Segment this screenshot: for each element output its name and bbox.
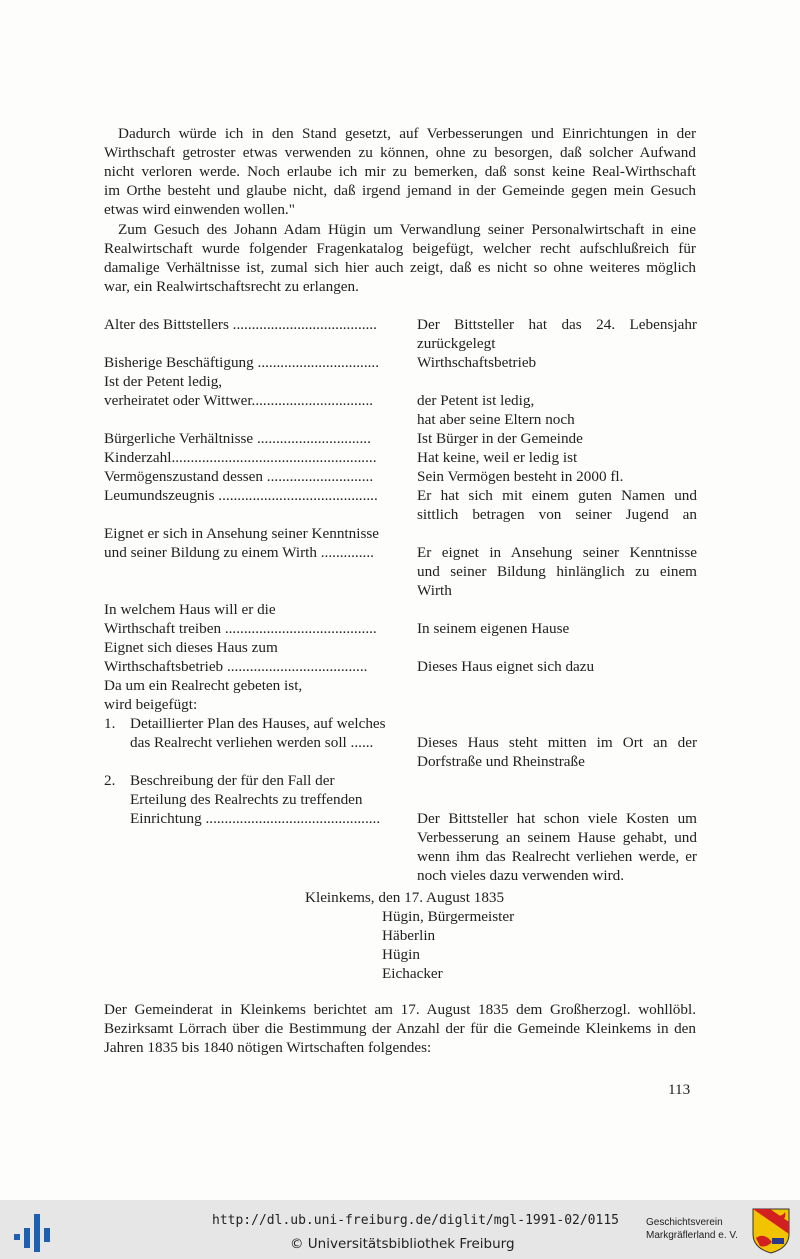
form-row [104,847,704,866]
text-line: Der Gemeinderat in Kleinkems berichtet am 17. August 1835 dem Großherzogl. wohllöbl. [104,1001,696,1018]
form-row [104,809,704,828]
form-question: Bürgerliche Verhältnisse .............................. [104,430,371,447]
form-answer: Er eignet in Ansehung seiner Kenntnisse [417,544,697,561]
form-row [104,448,704,467]
form-row [104,638,704,657]
form-question: Leumundszeugnis .......................................... [104,487,378,504]
form-question: 2. Beschreibung der für den Fall der [104,772,335,789]
text-line: damalige Verhältnisse ist, zumal sich hier auch zeigt, daß es nicht so ohne weiteres möglich [104,259,696,276]
paragraph-questionnaire-intro [104,220,696,296]
form-row [104,790,704,809]
text-line: Dadurch würde ich in den Stand gesetzt, auf Verbesserungen und Einrichtungen in der [118,125,696,142]
form-row [104,486,704,505]
form-answer: Ist Bürger in der Gemeinde [417,430,583,447]
signature-name-1: Hügin, Bürgermeister [382,908,515,925]
form-row [104,372,704,391]
form-question: Bisherige Beschäftigung ................................ [104,354,380,371]
form-row [104,619,704,638]
ub-freiburg-logo-icon [14,1210,54,1254]
text-line: war, ein Realwirtschaftsrecht zu erlangen. [104,278,359,295]
form-answer: Dieses Haus steht mitten im Ort an der [417,734,697,751]
signature-place-date: Kleinkems, den 17. August 1835 [305,889,505,906]
questionnaire-table [104,315,704,885]
paragraph-letter-end [104,124,696,219]
text-line: etwas wird einwenden wollen." [104,201,295,218]
paragraph-council-report [104,1000,696,1057]
form-row [104,429,704,448]
list-number: 1. [104,715,116,732]
form-answer: noch vieles dazu verwenden wird. [417,867,625,884]
form-row [104,353,704,372]
footer-copyright: © Universitätsbibliothek Freiburg [290,1236,515,1252]
form-question: 1. Detaillierter Plan des Hauses, auf welches [104,715,386,732]
form-answer: Dorfstraße und Rheinstraße [417,753,585,770]
form-row [104,581,704,600]
form-answer: sittlich betragen von seiner Jugend an [417,506,697,523]
form-row [104,524,704,543]
list-number: 2. [104,772,116,789]
form-row [104,600,704,619]
form-question: Da um ein Realrecht gebeten ist, [104,677,303,694]
form-question: Vermögenszustand dessen ............................ [104,468,374,485]
form-answer: Der Bittsteller hat schon viele Kosten um [417,810,697,827]
form-answer: zurückgelegt [417,335,496,352]
form-row [104,866,704,885]
form-answer: hat aber seine Eltern noch [417,411,575,428]
form-answer: Wirthschaftsbetrieb [417,354,537,371]
form-question: Ist der Petent ledig, [104,373,223,390]
text-line: Wirthschaft getroster etwas verwenden zu können, ohne zu besorgen, daß solcher Aufwand [104,144,696,161]
page-number: 113 [668,1081,691,1098]
footer-bar [0,1200,800,1259]
form-question: Wirthschaft treiben ........................................ [104,620,377,637]
footer-url-link[interactable]: http://dl.ub.uni-freiburg.de/diglit/mgl-1991-02/0115 [212,1213,619,1228]
form-row [104,828,704,847]
form-question: Kinderzahl...................................................... [104,449,377,466]
text-line: nicht verloren werde. Noch erlaube ich mir zu bemerken, daß sonst keine Real-Wirthschaft [104,163,696,180]
form-question: In welchem Haus will er die [104,601,276,618]
form-question: das Realrecht verliehen werden soll ...... [130,734,374,751]
form-question: Einrichtung .............................................. [130,810,381,827]
form-row [104,733,704,752]
form-answer: Sein Vermögen besteht in 2000 fl. [417,468,624,485]
signature-name-3: Hügin [382,946,420,963]
form-question: und seiner Bildung zu einem Wirth .............. [104,544,374,561]
footer-society [646,1216,738,1242]
form-answer: Dieses Haus eignet sich dazu [417,658,595,675]
form-row [104,695,704,714]
coat-of-arms-icon [752,1208,790,1254]
signature-name-2: Häberlin [382,927,436,944]
form-question: wird beigefügt: [104,696,198,713]
form-row [104,562,704,581]
text-line: im Orthe besteht und glaube nicht, daß irgend jemand in der Gemeinde gegen mein Gesuch [104,182,696,199]
text-line: Bezirksamt Lörrach über die Bestimmung der Anzahl der für die Gemeinde Kleinkems in den [104,1020,696,1037]
form-question: Alter des Bittstellers ...................................... [104,316,377,333]
footer-society-line2: Markgräflerland e. V. [646,1230,738,1241]
form-answer: wenn ihm das Realrecht verliehen werde, er [417,848,697,865]
footer-society-line1: Geschichtsverein [646,1217,723,1228]
form-answer: Wirth [417,582,452,599]
form-row [104,771,704,790]
form-answer: und seiner Bildung hinlänglich zu einem [417,563,697,580]
form-answer: In seinem eigenen Hause [417,620,570,637]
form-row [104,315,704,334]
form-answer: Der Bittsteller hat das 24. Lebensjahr [417,316,697,333]
text-line: Jahren 1835 bis 1840 nötigen Wirtschaften folgendes: [104,1039,432,1056]
form-row [104,410,704,429]
form-row [104,676,704,695]
form-question: Eignet er sich in Ansehung seiner Kenntnisse [104,525,380,542]
form-row [104,334,704,353]
form-row [104,543,704,562]
form-answer: Hat keine, weil er ledig ist [417,449,578,466]
form-row [104,657,704,676]
form-answer: Verbesserung an seinem Hause gehabt, und [417,829,697,846]
form-row [104,714,704,733]
form-question: verheiratet oder Wittwer................................ [104,392,374,409]
form-answer: der Petent ist ledig, [417,392,535,409]
form-row [104,391,704,410]
form-question: Erteilung des Realrechts zu treffenden [130,791,363,808]
form-answer: Er hat sich mit einem guten Namen und [417,487,697,504]
signature-name-4: Eichacker [382,965,443,982]
text-line: Realwirtschaft wurde folgender Fragenkatalog beigefügt, welcher recht aufschlußreich für [104,240,696,257]
form-row [104,752,704,771]
form-question: Wirthschaftsbetrieb ..................................... [104,658,368,675]
text-line: Zum Gesuch des Johann Adam Hügin um Verwandlung seiner Personalwirtschaft in eine [118,221,696,238]
form-row [104,467,704,486]
form-question: Eignet sich dieses Haus zum [104,639,278,656]
form-row [104,505,704,524]
